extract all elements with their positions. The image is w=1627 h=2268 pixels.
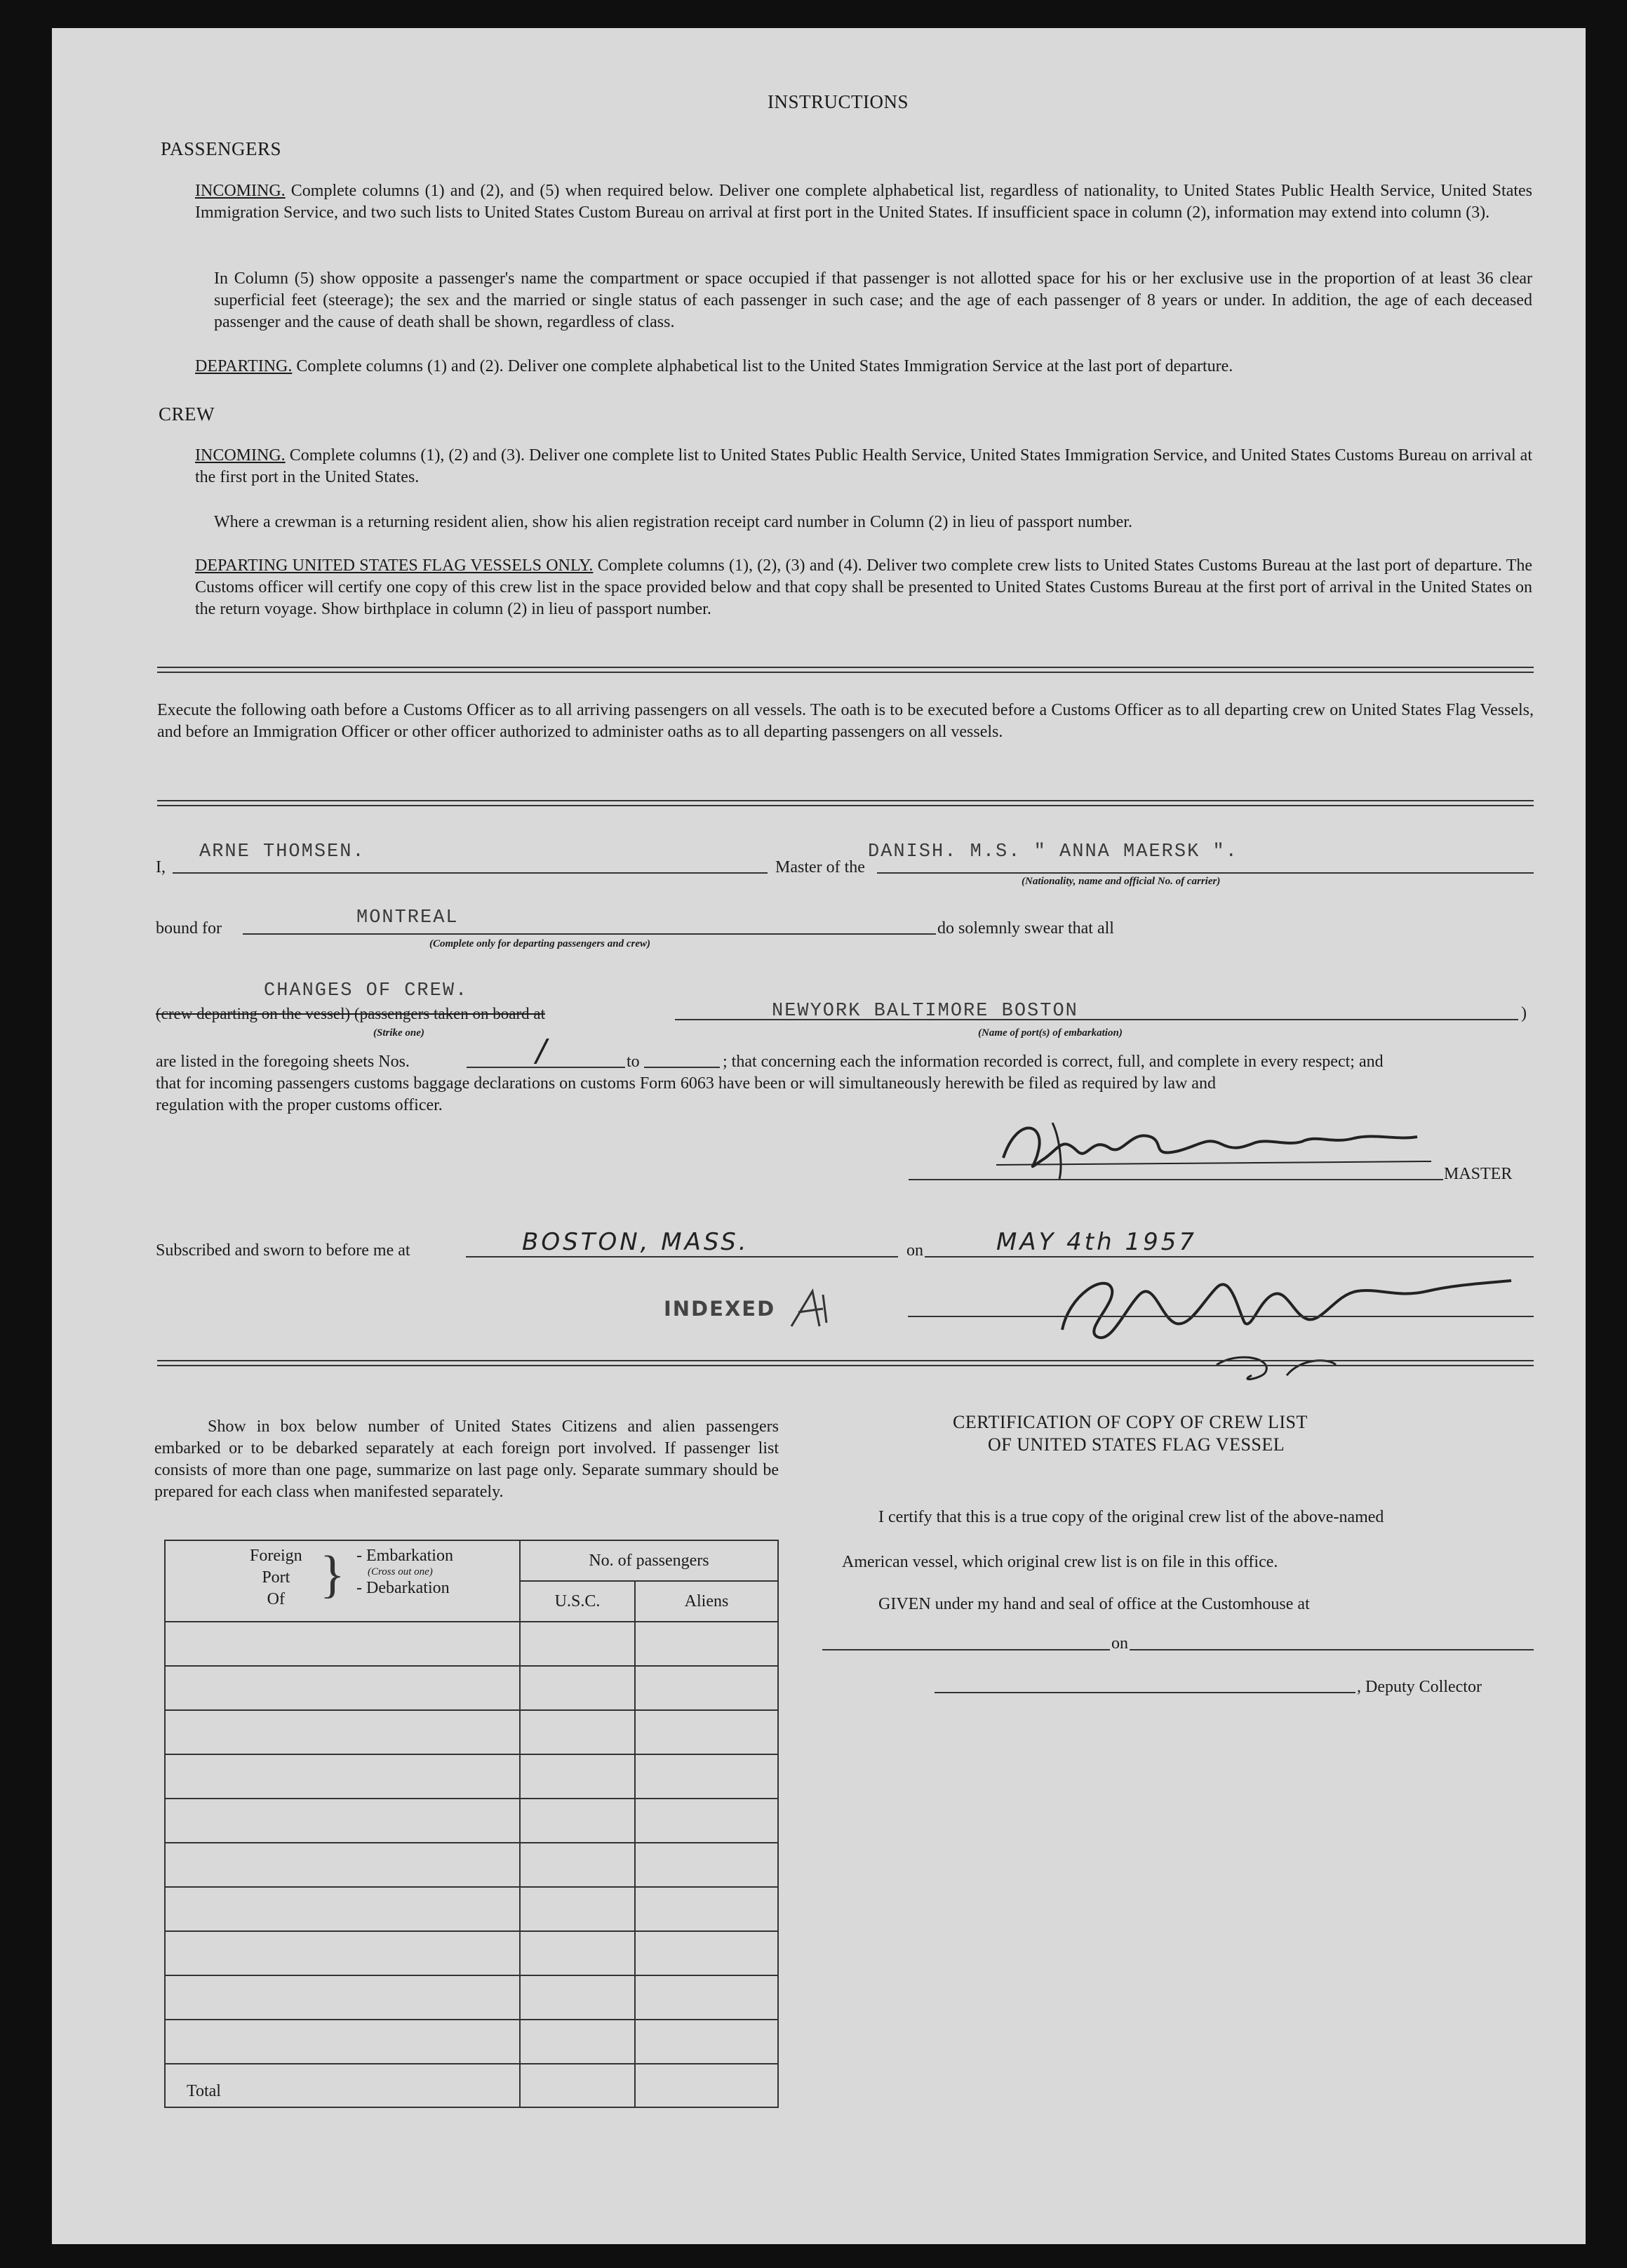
port-cell[interactable] — [165, 1666, 520, 1710]
col-embark: - Embarkation — [356, 1547, 453, 1565]
given-text: GIVEN under my hand and seal of office at the Customhouse at — [878, 1595, 1310, 1613]
aliens-cell[interactable] — [635, 1799, 778, 1843]
certification-title-2: OF UNITED STATES FLAG VESSEL — [988, 1434, 1285, 1455]
certification-title-1: CERTIFICATION OF COPY OF CREW LIST — [953, 1412, 1308, 1432]
passengers-incoming-paragraph — [195, 180, 1532, 224]
deputy-collector-label: , Deputy Collector — [1357, 1678, 1482, 1696]
table-row — [165, 1622, 778, 1666]
passenger-summary-table — [164, 1540, 779, 2108]
summary-note: Show in box below number of United States Citizens and alien passengers embarked or to be debarked separately at each foreign port involved. If passenger list consists of more than one page, summarize on last page only. Separate summary should be prepared for each class when manifested separately. — [154, 1418, 779, 1501]
crew-incoming-paragraph — [195, 445, 1532, 488]
col-cross: (Cross out one) — [368, 1566, 433, 1577]
aliens-cell[interactable] — [635, 1887, 778, 1931]
passengers-incoming-label: INCOMING. — [195, 182, 286, 200]
total-row — [165, 2064, 778, 2107]
bound-for-label: bound for — [156, 919, 222, 938]
ports-field[interactable]: NEWYORK BALTIMORE BOSTON — [772, 1001, 1078, 1022]
crew-list-form — [52, 28, 1586, 2244]
swear-label: do solemnly swear that all — [937, 919, 1114, 938]
usc-cell[interactable] — [520, 2020, 635, 2064]
strike-caption: (Strike one) — [373, 1027, 424, 1039]
correct-text: ; that concerning each the information recorded is correct, full, and complete in every respect; and — [723, 1053, 1384, 1071]
table-row — [165, 1887, 778, 1931]
indexed-stamp: INDEXED — [664, 1297, 776, 1321]
ports-caption: (Name of port(s) of embarkation) — [978, 1027, 1123, 1039]
crew-returning-paragraph: Where a crewman is a returning resident alien, show his alien registration receipt card number in Column (2) in lieu of passport number. — [214, 513, 1132, 531]
table-row — [165, 1710, 778, 1754]
aliens-cell[interactable] — [635, 1666, 778, 1710]
table-row — [165, 1975, 778, 2020]
table-row — [165, 1843, 778, 1887]
close-paren: ) — [1521, 1004, 1527, 1022]
divider — [157, 800, 1534, 806]
table-row — [165, 1799, 778, 1843]
aliens-cell[interactable] — [635, 1931, 778, 1975]
master-name-field[interactable]: ARNE THOMSEN. — [199, 841, 366, 862]
usc-cell[interactable] — [520, 1622, 635, 1666]
usc-cell[interactable] — [520, 1931, 635, 1975]
master-signature-line — [909, 1179, 1443, 1180]
to-label: to — [627, 1053, 640, 1071]
sheet-to-line — [644, 1067, 720, 1068]
crew-incoming-label: INCOMING. — [195, 446, 286, 465]
passengers-header: No. of passengers — [520, 1540, 778, 1581]
bound-for-line — [243, 933, 936, 935]
oath-i-label: I, — [156, 858, 166, 876]
aliens-cell[interactable] — [635, 1710, 778, 1754]
divider — [157, 667, 1534, 673]
total-label: Total — [165, 2064, 520, 2107]
vessel-caption: (Nationality, name and official No. of carrier) — [1022, 876, 1221, 887]
bound-for-field[interactable]: MONTREAL — [356, 907, 459, 928]
usc-cell[interactable] — [520, 1754, 635, 1799]
aliens-total-cell[interactable] — [635, 2064, 778, 2107]
bound-for-caption: (Complete only for departing passengers and crew) — [429, 938, 650, 949]
master-name-line — [173, 872, 768, 874]
customs-text-1: that for incoming passengers customs baggage declarations on customs Form 6063 have been or will simultaneously herewith be filed as required by law and — [156, 1074, 1216, 1093]
aliens-cell[interactable] — [635, 1622, 778, 1666]
strike-text: (crew departing on the vessel) (passengers taken on board at — [156, 1005, 545, 1022]
cert-on-label: on — [1110, 1633, 1130, 1655]
divider — [157, 1360, 1534, 1366]
vessel-field[interactable]: DANISH. M.S. " ANNA MAERSK ". — [868, 841, 1238, 862]
sheet-from-field[interactable]: / — [536, 1033, 549, 1069]
table-row — [165, 2020, 778, 2064]
brace-icon: } — [320, 1546, 345, 1603]
port-cell[interactable] — [165, 1887, 520, 1931]
crew-departing-paragraph — [195, 555, 1532, 620]
indexed-initial — [784, 1284, 841, 1333]
master-signature — [940, 1109, 1501, 1186]
subscribed-label: Subscribed and sworn to before me at — [156, 1241, 410, 1260]
port-header-cell — [165, 1540, 520, 1622]
port-cell[interactable] — [165, 1799, 520, 1843]
port-cell[interactable] — [165, 1975, 520, 2020]
aliens-cell[interactable] — [635, 1843, 778, 1887]
col-port: Port — [262, 1568, 290, 1587]
usc-total-cell[interactable] — [520, 2064, 635, 2107]
usc-cell[interactable] — [520, 1799, 635, 1843]
table-row — [165, 1931, 778, 1975]
passengers-incoming-text: Complete columns (1) and (2), and (5) when required below. Deliver one complete alphabetical list, regardless of nationality, to United States Public Health Service, United States Immigration Service, and two such lists to United States Custom Bureau on arrival at first port in the United States. If insufficient space in column (2), information may extend into column (3). — [195, 182, 1533, 222]
col-of: Of — [267, 1590, 285, 1608]
crew-incoming-text: Complete columns (1), (2) and (3). Deliver one complete list to United States Public Health Service, United States Immigration Service, and United States Customs Bureau on arrival at the first port in the United States. — [195, 446, 1532, 486]
usc-cell[interactable] — [520, 1710, 635, 1754]
subscribed-date-field[interactable]: MAY 4th 1957 — [996, 1228, 1198, 1256]
usc-cell[interactable] — [520, 1666, 635, 1710]
certify-text-2: American vessel, which original crew list is on file in this office. — [842, 1553, 1278, 1571]
crew-departing-text: Complete columns (1), (2), (3) and (4). Deliver two complete crew lists to United States Customs Bureau at the last port of departure. The Customs officer will certify one copy of this crew list in the space provided below and that copy shall be presented to United States Customs Bureau at the first port of arrival in the United States on the return voyage. Show birthplace in column (2) in lieu of passport number. — [195, 556, 1533, 618]
table-row — [165, 1666, 778, 1710]
listed-label: are listed in the foregoing sheets Nos. — [156, 1053, 410, 1071]
passengers-departing-text: Complete columns (1) and (2). Deliver one complete alphabetical list to the United States Immigration Service at the last port of departure. — [296, 357, 1233, 375]
aliens-header: Aliens — [635, 1581, 778, 1622]
port-cell[interactable] — [165, 1931, 520, 1975]
officer-signature — [1006, 1253, 1539, 1393]
usc-cell[interactable] — [520, 1843, 635, 1887]
deputy-collector-line[interactable] — [935, 1692, 1355, 1693]
passengers-heading: PASSENGERS — [161, 138, 282, 159]
cert-date-line[interactable] — [1146, 1649, 1534, 1650]
port-cell[interactable] — [165, 2020, 520, 2064]
crew-heading: CREW — [159, 403, 215, 425]
on-label: on — [906, 1241, 923, 1260]
certify-text-1: I certify that this is a true copy of the original crew list of the above-named — [878, 1508, 1384, 1526]
usc-cell[interactable] — [520, 1975, 635, 2020]
crew-departing-label: DEPARTING UNITED STATES FLAG VESSELS ONLY. — [195, 556, 594, 575]
port-cell[interactable] — [165, 1710, 520, 1754]
table-row — [165, 1754, 778, 1799]
customs-text-2: regulation with the proper customs officer. — [156, 1096, 443, 1114]
vessel-line — [877, 872, 1534, 874]
col-foreign: Foreign — [250, 1547, 302, 1565]
col-debark: - Debarkation — [356, 1579, 450, 1597]
port-cell[interactable] — [165, 1622, 520, 1666]
changes-field[interactable]: CHANGES OF CREW. — [264, 980, 469, 1001]
usc-cell[interactable] — [520, 1887, 635, 1931]
usc-header: U.S.C. — [520, 1581, 635, 1622]
aliens-cell[interactable] — [635, 2020, 778, 2064]
master-label: MASTER — [1444, 1165, 1513, 1183]
aliens-cell[interactable] — [635, 1754, 778, 1799]
oath-intro: Execute the following oath before a Customs Officer as to all arriving passengers on all vessels. The oath is to be executed before a Customs Officer as to all departing crew on United States Flag Vessels, and before an Immigration Officer or other officer authorized to administer oaths as to all departing passengers on all vessels. — [157, 701, 1534, 741]
port-cell[interactable] — [165, 1843, 520, 1887]
master-of-label: Master of the — [775, 858, 865, 876]
subscribed-place-line — [466, 1256, 898, 1258]
officer-signature-line — [908, 1316, 1534, 1317]
subscribed-place-field[interactable]: BOSTON, MASS. — [522, 1228, 749, 1256]
page-title: INSTRUCTIONS — [768, 91, 909, 112]
column5-paragraph: In Column (5) show opposite a passenger's name the compartment or space occupied if that passenger is not allotted space for his or her exclusive use in the proportion of at least 36 clear superficial feet (steerage); the sex and the married or single status of each passenger in such case; and the age of each passenger of 8 years or under. In addition, the age of each deceased passenger and the cause of death shall be shown, regardless of class. — [214, 269, 1532, 331]
port-cell[interactable] — [165, 1754, 520, 1799]
passengers-departing-label: DEPARTING. — [195, 357, 293, 375]
passengers-departing-paragraph — [195, 356, 1532, 378]
aliens-cell[interactable] — [635, 1975, 778, 2020]
